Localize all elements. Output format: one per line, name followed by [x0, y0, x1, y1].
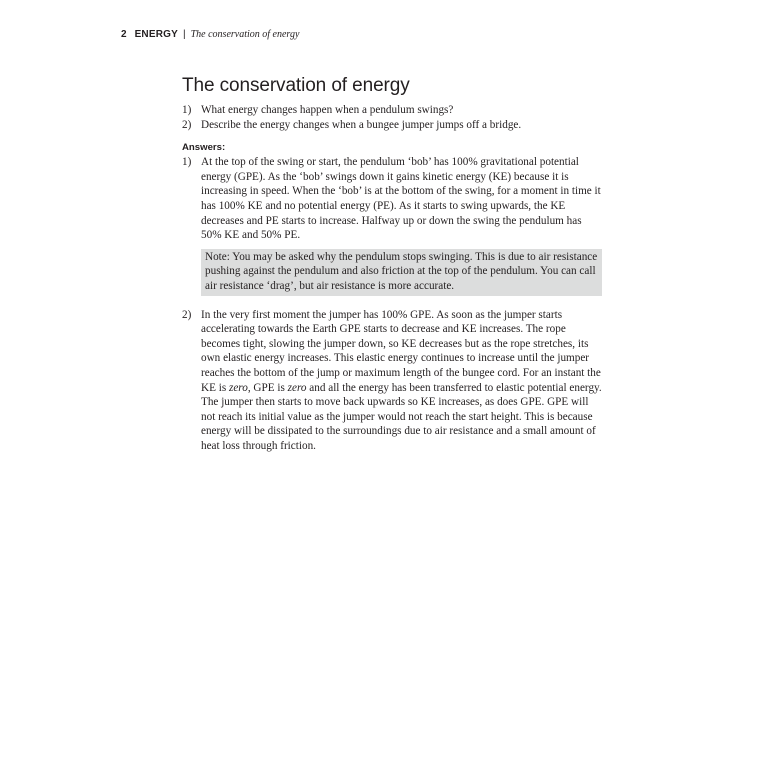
question-text: Describe the energy changes when a bungee jumper jumps off a bridge.: [201, 118, 522, 131]
question-item: [182, 103, 602, 118]
answer-text-part: and all the energy has been transferred to elastic potential energy. The jumper then starts to move back upwards so KE increases, as does GPE. GPE will not reach its initial value as the jumper would not reach the start height. This is because energy will be dissipated to the surroundings due to air resistance and a small amount of heat loss through friction.: [201, 381, 602, 452]
answers-label: Answers:: [182, 142, 226, 154]
page-number: 2: [121, 29, 127, 40]
question-number: 1): [182, 104, 192, 116]
answer-item: [182, 308, 602, 454]
question-text: What energy changes happen when a pendulum swings?: [201, 104, 454, 116]
answer-text: At the top of the swing or start, the pendulum ‘bob’ has 100% gravitational potential energy (GPE). As the ‘bob’ swings down it gains kinetic energy (KE) because it is increasing in speed. When the ‘bob’ is at the bottom of the swing, for a moment in time it has 100% KE and no potential energy (PE). As it starts to swing upwards, the KE decreases and PE starts to increase. Halfway up or down the swing the pendulum has 50% KE and 50% PE.: [201, 156, 601, 242]
answer-text: [201, 308, 602, 454]
header-separator: |: [183, 29, 186, 40]
running-head: [121, 28, 299, 42]
answer-item: [182, 155, 602, 295]
question-item: [182, 118, 602, 133]
page-title: The conservation of energy: [182, 75, 410, 96]
question-number: 2): [182, 118, 192, 131]
answer-list: [182, 155, 602, 453]
emphasis-zero: zero: [228, 381, 248, 394]
answer-text-part: , GPE is: [247, 381, 288, 394]
section-name: ENERGY: [134, 29, 178, 40]
header-subtitle: The conservation of energy: [190, 29, 300, 40]
note-box: Note: You may be asked why the pendulum stops swinging. This is due to air resistance pushing against the pendulum and also friction at the top of the pendulum. You can call air resistance ‘drag’, but air resistance is more accurate.: [201, 249, 602, 296]
emphasis-zero: zero: [287, 381, 307, 394]
answer-number: 1): [182, 156, 192, 169]
page-content: [182, 74, 602, 453]
question-list: [182, 103, 602, 132]
answer-number: 2): [182, 308, 192, 321]
answer-text-part: In the very first moment the jumper has 100% GPE. As soon as the jumper starts accelerating towards the Earth GPE starts to decrease and KE increases. The rope becomes tight, slowing the jumper down, so KE decreases but as the rope stretches, its own elastic energy increases. This elastic energy continues to increase until the jumper reaches the bottom of the jump or maximum length of the bungee cord. For an instant the KE is: [201, 308, 601, 394]
